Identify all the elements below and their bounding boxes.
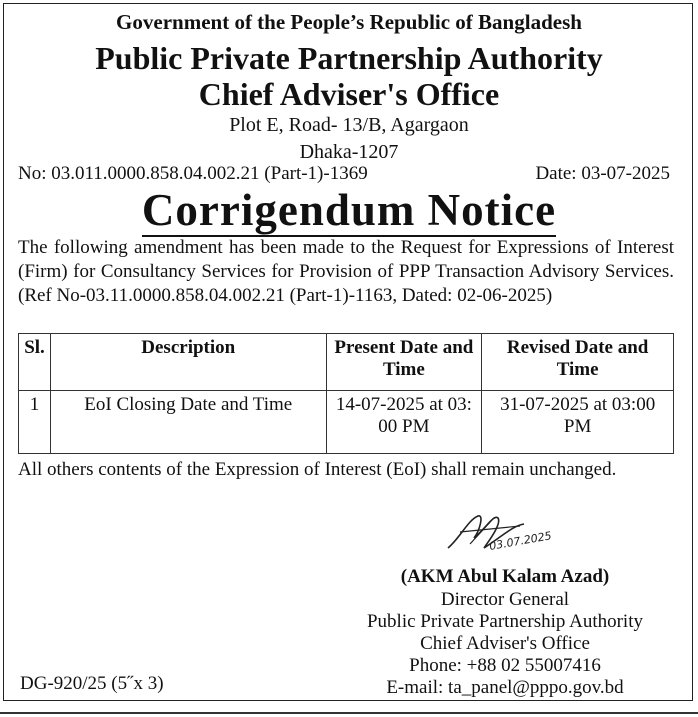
notice-title [0,184,698,236]
reference-number: No: 03.011.0000.858.04.002.21 (Part-1)-1369 [18,163,368,184]
footer-code: DG-920/25 (5˝x 3) [20,673,164,694]
authority-heading: Public Private Partnership Authority [95,40,603,76]
header-revised-date: Revised Date and Time [482,334,674,391]
closing-paragraph: All others contents of the Expression of Interest (EoI) shall remain unchanged. [18,459,617,480]
cell-serial: 1 [19,391,51,454]
signature-scribble [440,508,580,560]
signatory-name: (AKM Abul Kalam Azad) [400,566,610,587]
cell-description: EoI Closing Date and Time [50,391,326,454]
header-present-date: Present Date and Time [326,334,482,391]
signatory-phone: Phone: +88 02 55007416 [409,655,601,676]
signatory-designation: Director General [440,589,570,610]
notice-date: Date: 03-07-2025 [535,163,670,184]
handwritten-signature [440,508,580,560]
signatory-office: Chief Adviser's Office [420,633,590,654]
signatory-email: E-mail: ta_panel@pppo.gov.bd [386,677,624,698]
government-heading: Government of the People’s Republic of Bangladesh [116,10,582,34]
signatory-organization: Public Private Partnership Authority [366,611,643,632]
intro-paragraph: The following amendment has been made to the Request for Expressions of Interest (Firm) for Consultancy Services for Provision of PPP Transaction Advisory Services. (Ref No-03.11.0000.858.04.002.21 (Part-1)-1163, Dated: 02-06-2025) [18,237,674,306]
notice-title-text: Corrigendum Notice [141,185,557,235]
cell-present-date: 14-07-2025 at 03: 00 PM [326,391,482,454]
bottom-rule [0,712,698,714]
amendment-table [18,333,674,454]
header-serial: Sl. [19,334,51,391]
table-row [19,391,674,454]
header-description: Description [50,334,326,391]
office-heading: Chief Adviser's Office [198,76,500,112]
table-header-row [19,334,674,391]
address-line-2: Dhaka-1207 [299,141,399,163]
cell-revised-date: 31-07-2025 at 03:00 PM [482,391,674,454]
signature-date: 03.07.2025 [488,529,553,553]
address-line-1: Plot E, Road- 13/B, Agargaon [229,114,469,136]
